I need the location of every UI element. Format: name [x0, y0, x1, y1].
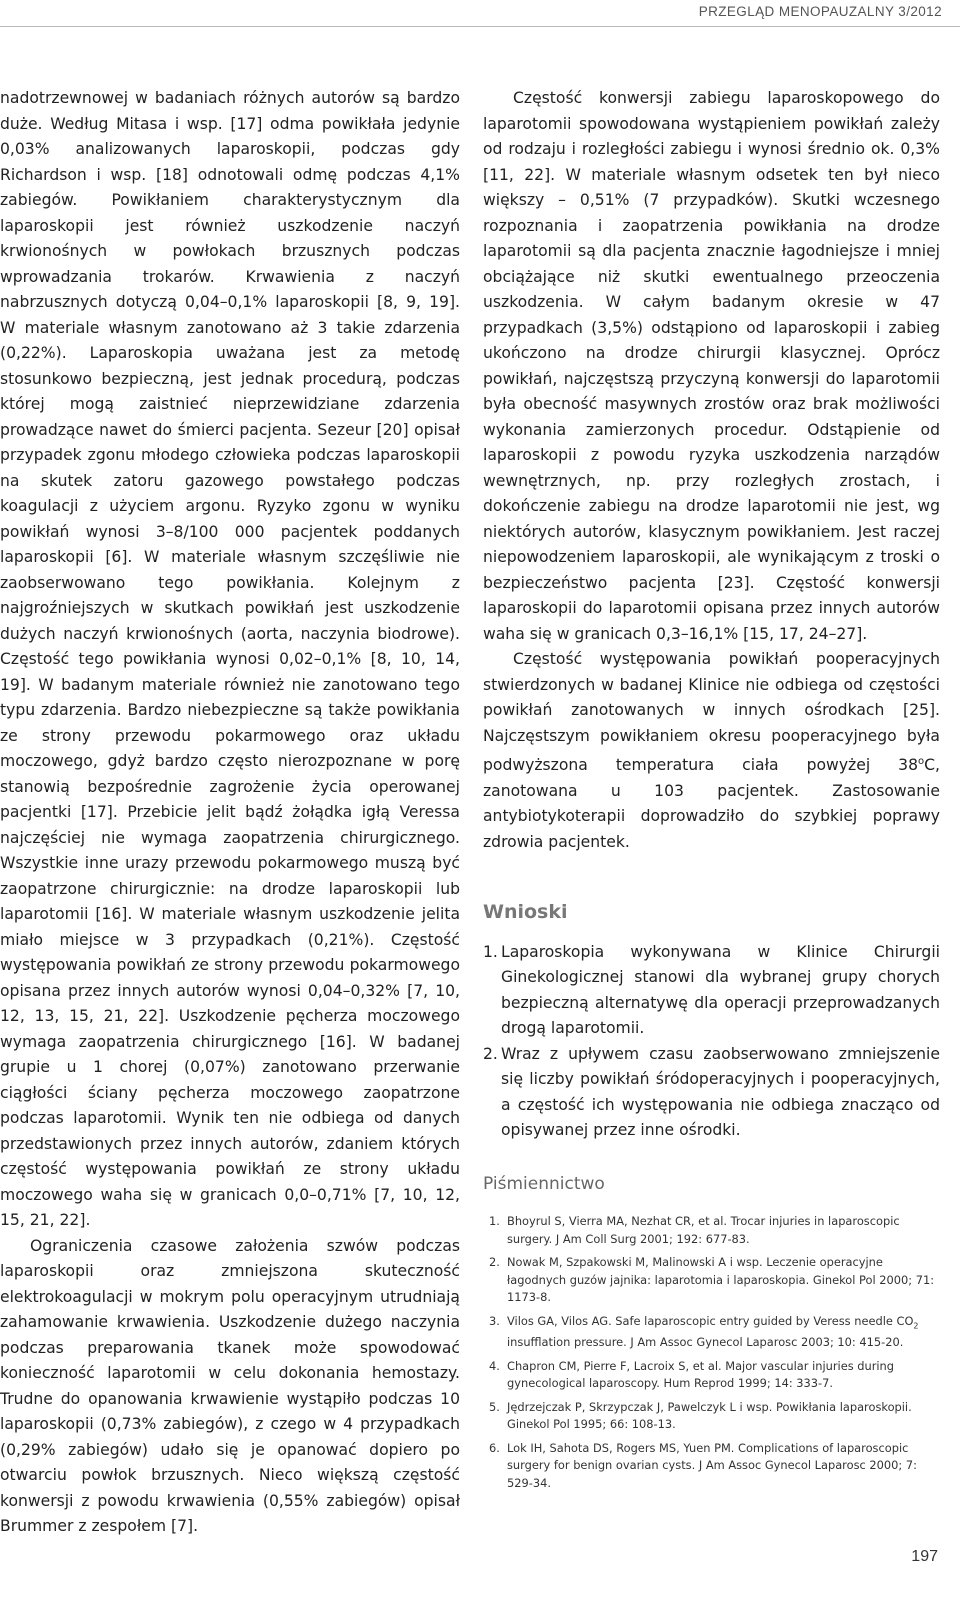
- reference-text: Bhoyrul S, Vierra MA, Nezhat CR, et al. Trocar injuries in laparoscopic surgery. J Am Coll Surg 2001; 192: 677-83.: [507, 1214, 900, 1246]
- page-number: 197: [911, 1548, 938, 1565]
- conclusions-heading: Wnioski: [483, 901, 568, 924]
- header-rule: [0, 26, 960, 27]
- paragraph-text: Częstość występowania powikłań pooperacyjnych stwierdzonych w badanej Klinice nie odbiega od częstości powikłań zanotowanych w innych ośrodkach [25]. Najczęstszym powikłaniem okresu pooperacyjnego była podwyższona temperatura ciała powyżej 38: [483, 650, 940, 775]
- journal-header: PRZEGLĄD MENOPAUZALNY 3/2012: [698, 4, 942, 19]
- reference-number: 2.: [489, 1255, 500, 1270]
- reference-text: Lok IH, Sahota DS, Rogers MS, Yuen PM. Complications of laparoscopic surgery for benign ovarian cysts. J Am Assoc Gynecol Laparosc 2000; 7: 529-34.: [507, 1440, 917, 1490]
- references-list: [483, 1213, 940, 1492]
- reference-text: insufflation pressure. J Am Assoc Gynecol Laparosc 2003; 10: 415-20.: [507, 1335, 904, 1350]
- conclusion-item: [483, 1042, 940, 1144]
- degree-superscript: o: [918, 756, 925, 767]
- reference-item: [483, 1313, 940, 1352]
- reference-number: 3.: [489, 1313, 500, 1328]
- reference-number: 5.: [489, 1399, 500, 1414]
- reference-number: 6.: [489, 1440, 500, 1455]
- reference-number: 4.: [489, 1358, 500, 1373]
- body-paragraph: [483, 647, 940, 855]
- reference-text: Jędrzejczak P, Skrzypczak J, Pawelczyk L i wsp. Powikłania laparoskopii. Ginekol Pol 1995; 66: 108-13.: [507, 1399, 912, 1432]
- reference-item: [483, 1440, 940, 1493]
- subscript-2: 2: [913, 1320, 919, 1330]
- reference-item: [483, 1254, 940, 1307]
- conclusion-number: 1.: [483, 942, 498, 961]
- conclusion-text: Laparoskopia wykonywana w Klinice Chirurgii Ginekologicznej stanowi dla wybranej grupy chorych bezpieczną alternatywę dla operacji przeprowadzanych drogą laparotomii.: [501, 942, 940, 1038]
- left-column: [0, 86, 460, 1540]
- body-paragraph: Ograniczenia czasowe założenia szwów podczas laparoskopii oraz zmniejszona skuteczność elektrokoagulacji w mokrym polu operacyjnym utrudniają zahamowanie krwawienia. Uszkodzenie dużego naczynia podczas preparowania tkanek może spowodować konieczność laparotomii w celu dokonania hemostazy. Trudne do opanowania krwawienie wystąpiło podczas 10 laparoskopii (0,73% zabiegów), z czego w 4 przypadkach (0,29% zabiegów) udało się je opanować dopiero po otwarciu powłok brzusznych. Nieco większą częstość konwersji z powodu krwawienia (0,55% zabiegów) opisał Brummer z zespołem [7].: [0, 1236, 460, 1535]
- paragraph-text: C, zanotowana u 103 pacjentek. Zastosowanie antybiotykoterapii doprowadziło do szybkiej poprawy zdrowia pacjentek.: [483, 756, 940, 851]
- references-heading: Piśmiennictwo: [483, 1173, 605, 1194]
- body-paragraph: nadotrzewnowej w badaniach różnych autorów są bardzo duże. Według Mitasa i wsp. [17] odma powikłała jedynie 0,03% analizowanych laparoskopii, podczas gdy Richardson i wsp. [18] odnotowali odmę podczas 4,1% zabiegów. Powikłaniem charakterystycznym dla laparoskopii jest również uszkodzenie naczyń krwionośnych w powłokach brzusznych podczas wprowadzania trokarów. Krwawienia z naczyń nabrzusznych dotyczą 0,04–0,1% laparoskopii [8, 9, 19]. W materiale własnym zanotowano aż 3 takie zdarzenia (0,22%). Laparoskopia uważana jest za metodę stosunkowo bezpieczną, jest jednak procedurą, podczas której mogą zaistnieć nieprzewidziane zdarzenia prowadzące nawet do śmierci pacjenta. Sezeur [20] opisał przypadek zgonu młodego człowieka podczas laparoskopii na skutek zatoru gazowego powstałego podczas koagulacji z użyciem argonu. Ryzyko zgonu w wyniku powikłań wynosi 3–8/100 000 pacjentek poddanych laparoskopii [6]. W materiale własnym szczęśliwie nie zaobserwowano tego powikłania. Kolejnym z najgroźniejszych w skutkach powikłań jest uszkodzenie dużych naczyń krwionośnych (aorta, naczynia biodrowe). Częstość tego powikłania wynosi 0,02–0,1% [8, 10, 14, 19]. W badanym materiale również nie zanotowano tego typu zdarzenia. Bardzo niebezpieczne są także powikłania ze strony przewodu pokarmowego oraz układu moczowego, gdyż bardzo często nierozpoznane w porę stanowią bezpośrednie zagrożenie życia operowanej pacjentki [17]. Przebicie jelit bądź żołądka igłą Veressa najczęściej nie wymaga zaopatrzenia chirurgicznego. Wszystkie inne urazy przewodu pokarmowego muszą być zaopatrzone chirurgicznie: na drodze laparoskopii lub laparotomii [16]. W materiale własnym uszkodzenie jelita miało miejsce w 3 przypadkach (0,21%). Częstość występowania powikłań ze strony przewodu pokarmowego opisana przez innych autorów wynosi 0,04–0,32% [7, 10, 12, 13, 15, 21, 22]. Uszkodzenie pęcherza moczowego wymaga zaopatrzenia chirurgicznego [16]. W badanej grupie u 1 chorej (0,07%) zanotowano przerwanie ciągłości ściany pęcherza moczowego zaopatrzone podczas laparotomii. Wynik ten nie odbiega od danych przedstawionych przez innych autorów, zdaniem których częstość występowania powikłań ze strony układu moczowego waha się w granicach 0,0–0,71% [7, 10, 12, 15, 21, 22].: [0, 89, 460, 1229]
- reference-number: 1.: [489, 1214, 500, 1229]
- conclusion-item: [483, 940, 940, 1042]
- reference-item: [483, 1358, 940, 1393]
- reference-text: Nowak M, Szpakowski M, Malinowski A i wsp. Leczenie operacyjne łagodnych guzów jajnika: laparotomia i laparoskopia. Ginekol Pol 2000; 71: 1173-8.: [507, 1255, 935, 1305]
- reference-text: Vilos GA, Vilos AG. Safe laparoscopic entry guided by Veress needle CO: [507, 1313, 914, 1328]
- reference-text: Chapron CM, Pierre F, Lacroix S, et al. Major vascular injuries during gynecological laparoscopy. Hum Reprod 1999; 14: 333-7.: [507, 1358, 895, 1391]
- conclusion-number: 2.: [483, 1044, 498, 1063]
- conclusions-list: [483, 940, 940, 1144]
- right-column: [483, 86, 940, 1498]
- reference-item: [483, 1213, 940, 1248]
- conclusion-text: Wraz z upływem czasu zaobserwowano zmniejszenie się liczby powikłań śródoperacyjnych i pooperacyjnych, a częstość ich występowania nie odbiega znacząco od opisywanej przez inne ośrodki.: [501, 1044, 940, 1140]
- reference-item: [483, 1399, 940, 1434]
- body-paragraph: Częstość konwersji zabiegu laparoskopowego do laparotomii spowodowana wystąpieniem powikłań zależy od rodzaju i rozległości zabiegu i wynosi średnio ok. 0,3% [11, 22]. W materiale własnym odsetek ten był nieco większy – 0,51% (7 przypadków). Skutki wczesnego rozpoznania i zaopatrzenia powikłania na drodze laparotomii są dla pacjenta znacznie łagodniejsze i mniej obciążające niż skutki ewentualnego przeoczenia uszkodzenia. W całym badanym okresie w 47 przypadkach (3,5%) odstąpiono od laparoskopii i zabieg ukończono na drodze chirurgii klasycznej. Oprócz powikłań, najczęstszą przyczyną konwersji do laparotomii była obecność masywnych zrostów oraz brak możliwości wykonania zamierzonych procedur. Odstąpienie od laparoskopii z powodu ryzyka uszkodzenia narządów wewnętrznych, np. przy rozległych zrostach, i dokończenie zabiegu na drodze laparotomii nie jest, wg niektórych autorów, klasycznym powikłaniem. Jest raczej niepowodzeniem laparoskopii, ale wynikającym z troski o bezpieczeństwo pacjenta [23]. Częstość konwersji laparoskopii do laparotomii opisana przez innych autorów waha się w granicach 0,3–16,1% [15, 17, 24–27].: [483, 89, 940, 643]
